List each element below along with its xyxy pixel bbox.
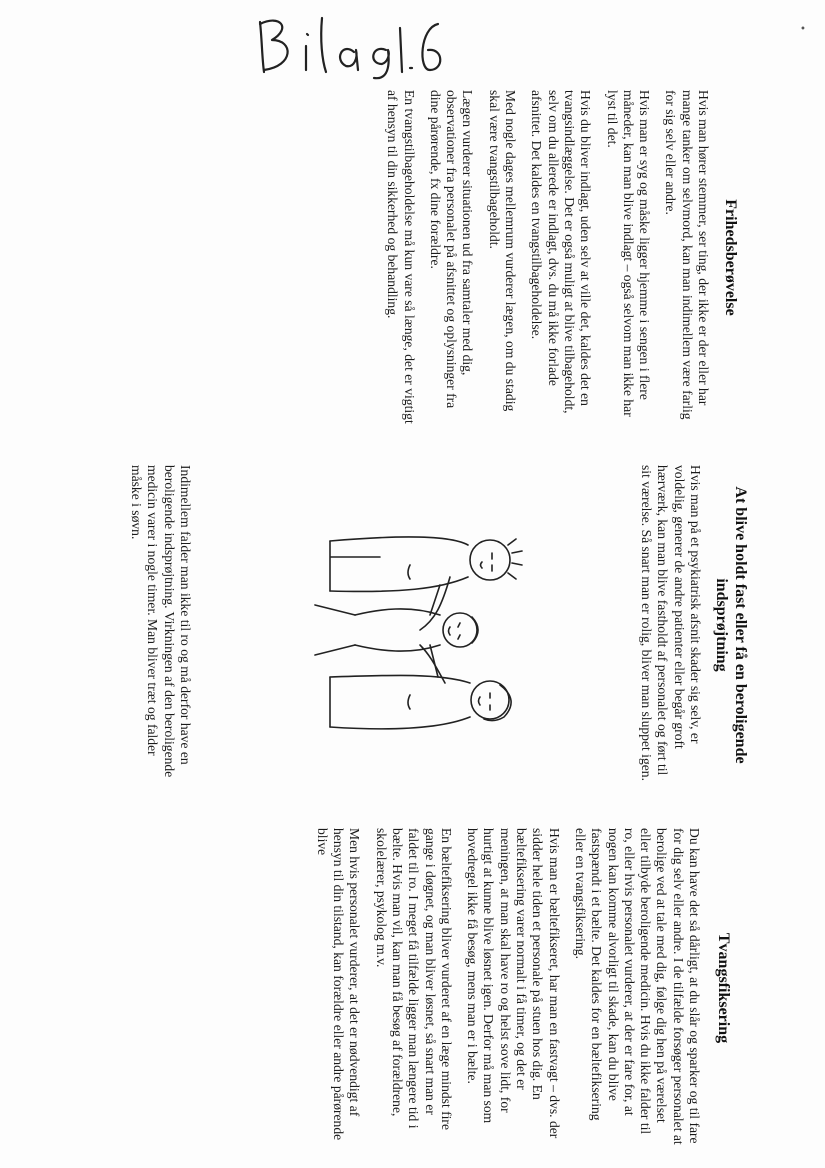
paragraph: Hvis man er bæltefikseret, har man en fastvagt – dvs. der sidder hele tiden et personale på stuen hos dig. En bæltefiksering varer normalt i få timer, og det er meningen, at man skal have ro og helst sove lidt, for hurtigt at kunne blive løsnet igen. Derfor må man som hovedregel ikke få besøg, mens man er i bælte. (465, 828, 562, 1139)
scan-speck: • (800, 24, 806, 35)
paragraph: Lægen vurderer situationen ud fra samtaler med dig, observationer fra personalet på afsnittet og oplysninger fra dine pårørende, fx dine forældre. (427, 90, 476, 409)
column-tvangsfiksering (0, 828, 825, 1148)
paragraph: Hvis man hører stemmer, ser ting, der ikke er der eller har mange tanker om selvmord, kan man indimellem være farlig for sig selv eller andre. (663, 90, 711, 420)
heading-frihedsberoevelse: Frihedsberøvelse (722, 199, 739, 316)
paragraph: En bæltefiksering bliver vurderet af en læge mindst fire gange i døgnet, og man bliver løsnet, så snart man er faldet til ro. I meget få tilfælde ligger man længere tid i bælte. Hvis man vil, kan man få besøg af forældrene, skolelærer, psykolog m.v. (373, 828, 454, 1130)
paragraph: Med nogle dages mellemrum vurderer lægen, om du stadig skal være tvangstilbageholdt. (486, 90, 519, 412)
paragraph: Hvis du bliver indlagt, uden selv at ville det, kaldes det en tvangsindlæggelse. Det er også muligt at blive tilbageholdt, selv om du allerede er indlagt, dvs. du må ikke forlade afsnittet. Det kaldes en tvangstilbageholdelse. (529, 90, 594, 414)
heading-tvangsfiksering: Tvangsfiksering (715, 932, 732, 1044)
paragraph: Hvis man er syg og måske ligger hjemme i sengen i flere måneder, kan man blive indlagt – også selvom man ikke har lyst til det. (604, 90, 653, 417)
paragraph: Men hvis personalet vurderer, at det er nødvendigt af hensyn til din tilstand, kan forældre eller andre pårørende blive (314, 828, 363, 1141)
illustration-restraint (305, 505, 530, 755)
heading-fastholdelse: At blive holdt fast eller få en beroligende indsprøjtning (713, 486, 749, 764)
illustration-drawing (305, 505, 530, 755)
paragraph: Indimellem falder man ikke til ro og må derfor have en beroligende indsprøjtning. Virkningen af den beroligende medicin varer i nogle timer. Man bliver træt og falder måske i søvn. (129, 465, 193, 778)
paragraph: En tvangstilbageholdelse må kun vare så længe, det er vigtigt af hensyn til din sikkerhed og behandling. (385, 90, 417, 424)
paragraph: Du kan have det så dårligt, at du slår og sparker og til fare for dig selv eller andre. I de tilfælde forsøger personalet at berolige ved at tale med dig, følge dig hen på værelset eller tilbyde beroligende medicin. Hvis du ikke falder til ro, eller hvis personalet vurderer, at der er fare for, at nogen kan komme alvorligt til skade, kan du blive fastspændt i et bælte. Det kaldes for en bæltefiksering eller en tvangsfiksering. (572, 828, 702, 1145)
column-frihedsberoevelse (0, 90, 825, 425)
paragraph: Hvis man på et psykiatrisk afsnit skader sig selv, er voldelig, generer de andre patienter eller begår groft hærværk, kan man blive fastholdt af personalet og ført til sit værelse. Så snart man er rolig, bliver man sluppet igen. (639, 465, 703, 781)
